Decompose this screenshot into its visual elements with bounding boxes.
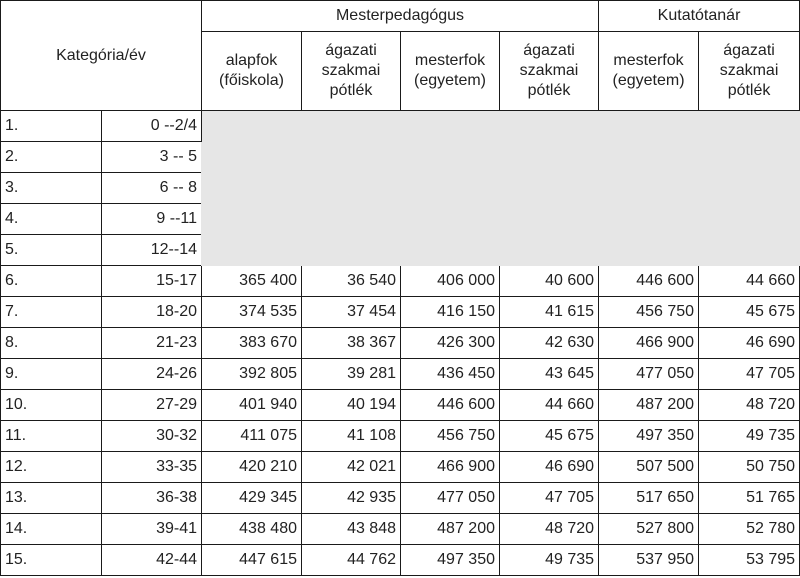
row-number: 3. [1,173,102,204]
group-header-mesterpedagogus: Mesterpedagógus [202,1,599,32]
value-cell: 416 150 [401,297,500,328]
value-cell: 456 750 [401,421,500,452]
value-cell: 49 735 [699,421,800,452]
table-row [1,421,800,452]
table-row [1,545,800,576]
value-cell: 47 705 [699,359,800,390]
value-cell: 42 935 [302,483,401,514]
value-cell: 44 660 [500,390,599,421]
value-cell: 497 350 [401,545,500,576]
value-cell: 365 400 [202,266,302,297]
value-cell: 477 050 [599,359,699,390]
row-number: 5. [1,235,102,266]
value-cell: 517 650 [599,483,699,514]
table-row [1,390,800,421]
row-years: 15-17 [102,266,202,297]
value-cell: 42 021 [302,452,401,483]
value-cell: 51 765 [699,483,800,514]
row-years: 30-32 [102,421,202,452]
column-header: mesterfok (egyetem) [599,32,699,111]
row-number: 10. [1,390,102,421]
value-cell: 43 848 [302,514,401,545]
row-years: 21-23 [102,328,202,359]
value-cell: 406 000 [401,266,500,297]
row-number: 9. [1,359,102,390]
table-row [1,297,800,328]
row-years: 33-35 [102,452,202,483]
value-cell: 429 345 [202,483,302,514]
value-cell: 41 108 [302,421,401,452]
row-number: 7. [1,297,102,328]
value-cell: 39 281 [302,359,401,390]
value-cell: 420 210 [202,452,302,483]
value-cell: 40 600 [500,266,599,297]
value-cell: 487 200 [599,390,699,421]
value-cell: 487 200 [401,514,500,545]
row-years: 24-26 [102,359,202,390]
value-cell: 466 900 [401,452,500,483]
value-cell: 47 705 [500,483,599,514]
value-cell: 44 660 [699,266,800,297]
column-header: ágazati szakmai pótlék [500,32,599,111]
table-row [1,514,800,545]
table-row [1,266,800,297]
column-header: ágazati szakmai pótlék [302,32,401,111]
value-cell: 401 940 [202,390,302,421]
row-years: 42-44 [102,545,202,576]
row-number: 6. [1,266,102,297]
value-cell: 456 750 [599,297,699,328]
value-cell: 42 630 [500,328,599,359]
value-cell: 36 540 [302,266,401,297]
value-cell: 411 075 [202,421,302,452]
row-years: 36-38 [102,483,202,514]
row-number: 12. [1,452,102,483]
value-cell: 447 615 [202,545,302,576]
row-number: 2. [1,142,102,173]
row-number: 8. [1,328,102,359]
value-cell: 392 805 [202,359,302,390]
table-row [1,328,800,359]
row-years: 3 -- 5 [102,142,202,173]
value-cell: 45 675 [500,421,599,452]
value-cell: 43 645 [500,359,599,390]
table-row [1,111,800,142]
row-years: 18-20 [102,297,202,328]
value-cell: 50 750 [699,452,800,483]
table-row [1,452,800,483]
row-years: 9 --11 [102,204,202,235]
table-row [1,359,800,390]
value-cell: 49 735 [500,545,599,576]
value-cell: 374 535 [202,297,302,328]
column-header: mesterfok (egyetem) [401,32,500,111]
value-cell: 507 500 [599,452,699,483]
column-header: ágazati szakmai pótlék [699,32,800,111]
row-number: 4. [1,204,102,235]
value-cell: 37 454 [302,297,401,328]
row-number: 14. [1,514,102,545]
value-cell: 52 780 [699,514,800,545]
row-number: 15. [1,545,102,576]
table-row [1,483,800,514]
value-cell: 48 720 [500,514,599,545]
value-cell: 446 600 [401,390,500,421]
row-number: 1. [1,111,102,142]
value-cell: 46 690 [699,328,800,359]
group-header-kutatotanar: Kutatótanár [599,1,800,32]
value-cell: 436 450 [401,359,500,390]
row-years: 6 -- 8 [102,173,202,204]
value-cell: 46 690 [500,452,599,483]
value-cell: 45 675 [699,297,800,328]
value-cell: 466 900 [599,328,699,359]
row-years: 39-41 [102,514,202,545]
category-header: Kategória/év [1,1,202,111]
row-years: 27-29 [102,390,202,421]
header-row-1 [1,1,800,32]
value-cell: 38 367 [302,328,401,359]
row-years: 0 --2/4 [102,111,202,142]
value-cell: 426 300 [401,328,500,359]
row-years: 12--14 [102,235,202,266]
value-cell: 383 670 [202,328,302,359]
value-cell: 44 762 [302,545,401,576]
value-cell: 40 194 [302,390,401,421]
row-number: 13. [1,483,102,514]
value-cell: 477 050 [401,483,500,514]
value-cell: 497 350 [599,421,699,452]
value-cell: 41 615 [500,297,599,328]
value-cell: 438 480 [202,514,302,545]
value-cell: 537 950 [599,545,699,576]
value-cell: 53 795 [699,545,800,576]
row-number: 11. [1,421,102,452]
value-cell: 527 800 [599,514,699,545]
value-cell: 446 600 [599,266,699,297]
column-header: alapfok (főiskola) [202,32,302,111]
empty-gray-area [202,111,800,266]
value-cell: 48 720 [699,390,800,421]
